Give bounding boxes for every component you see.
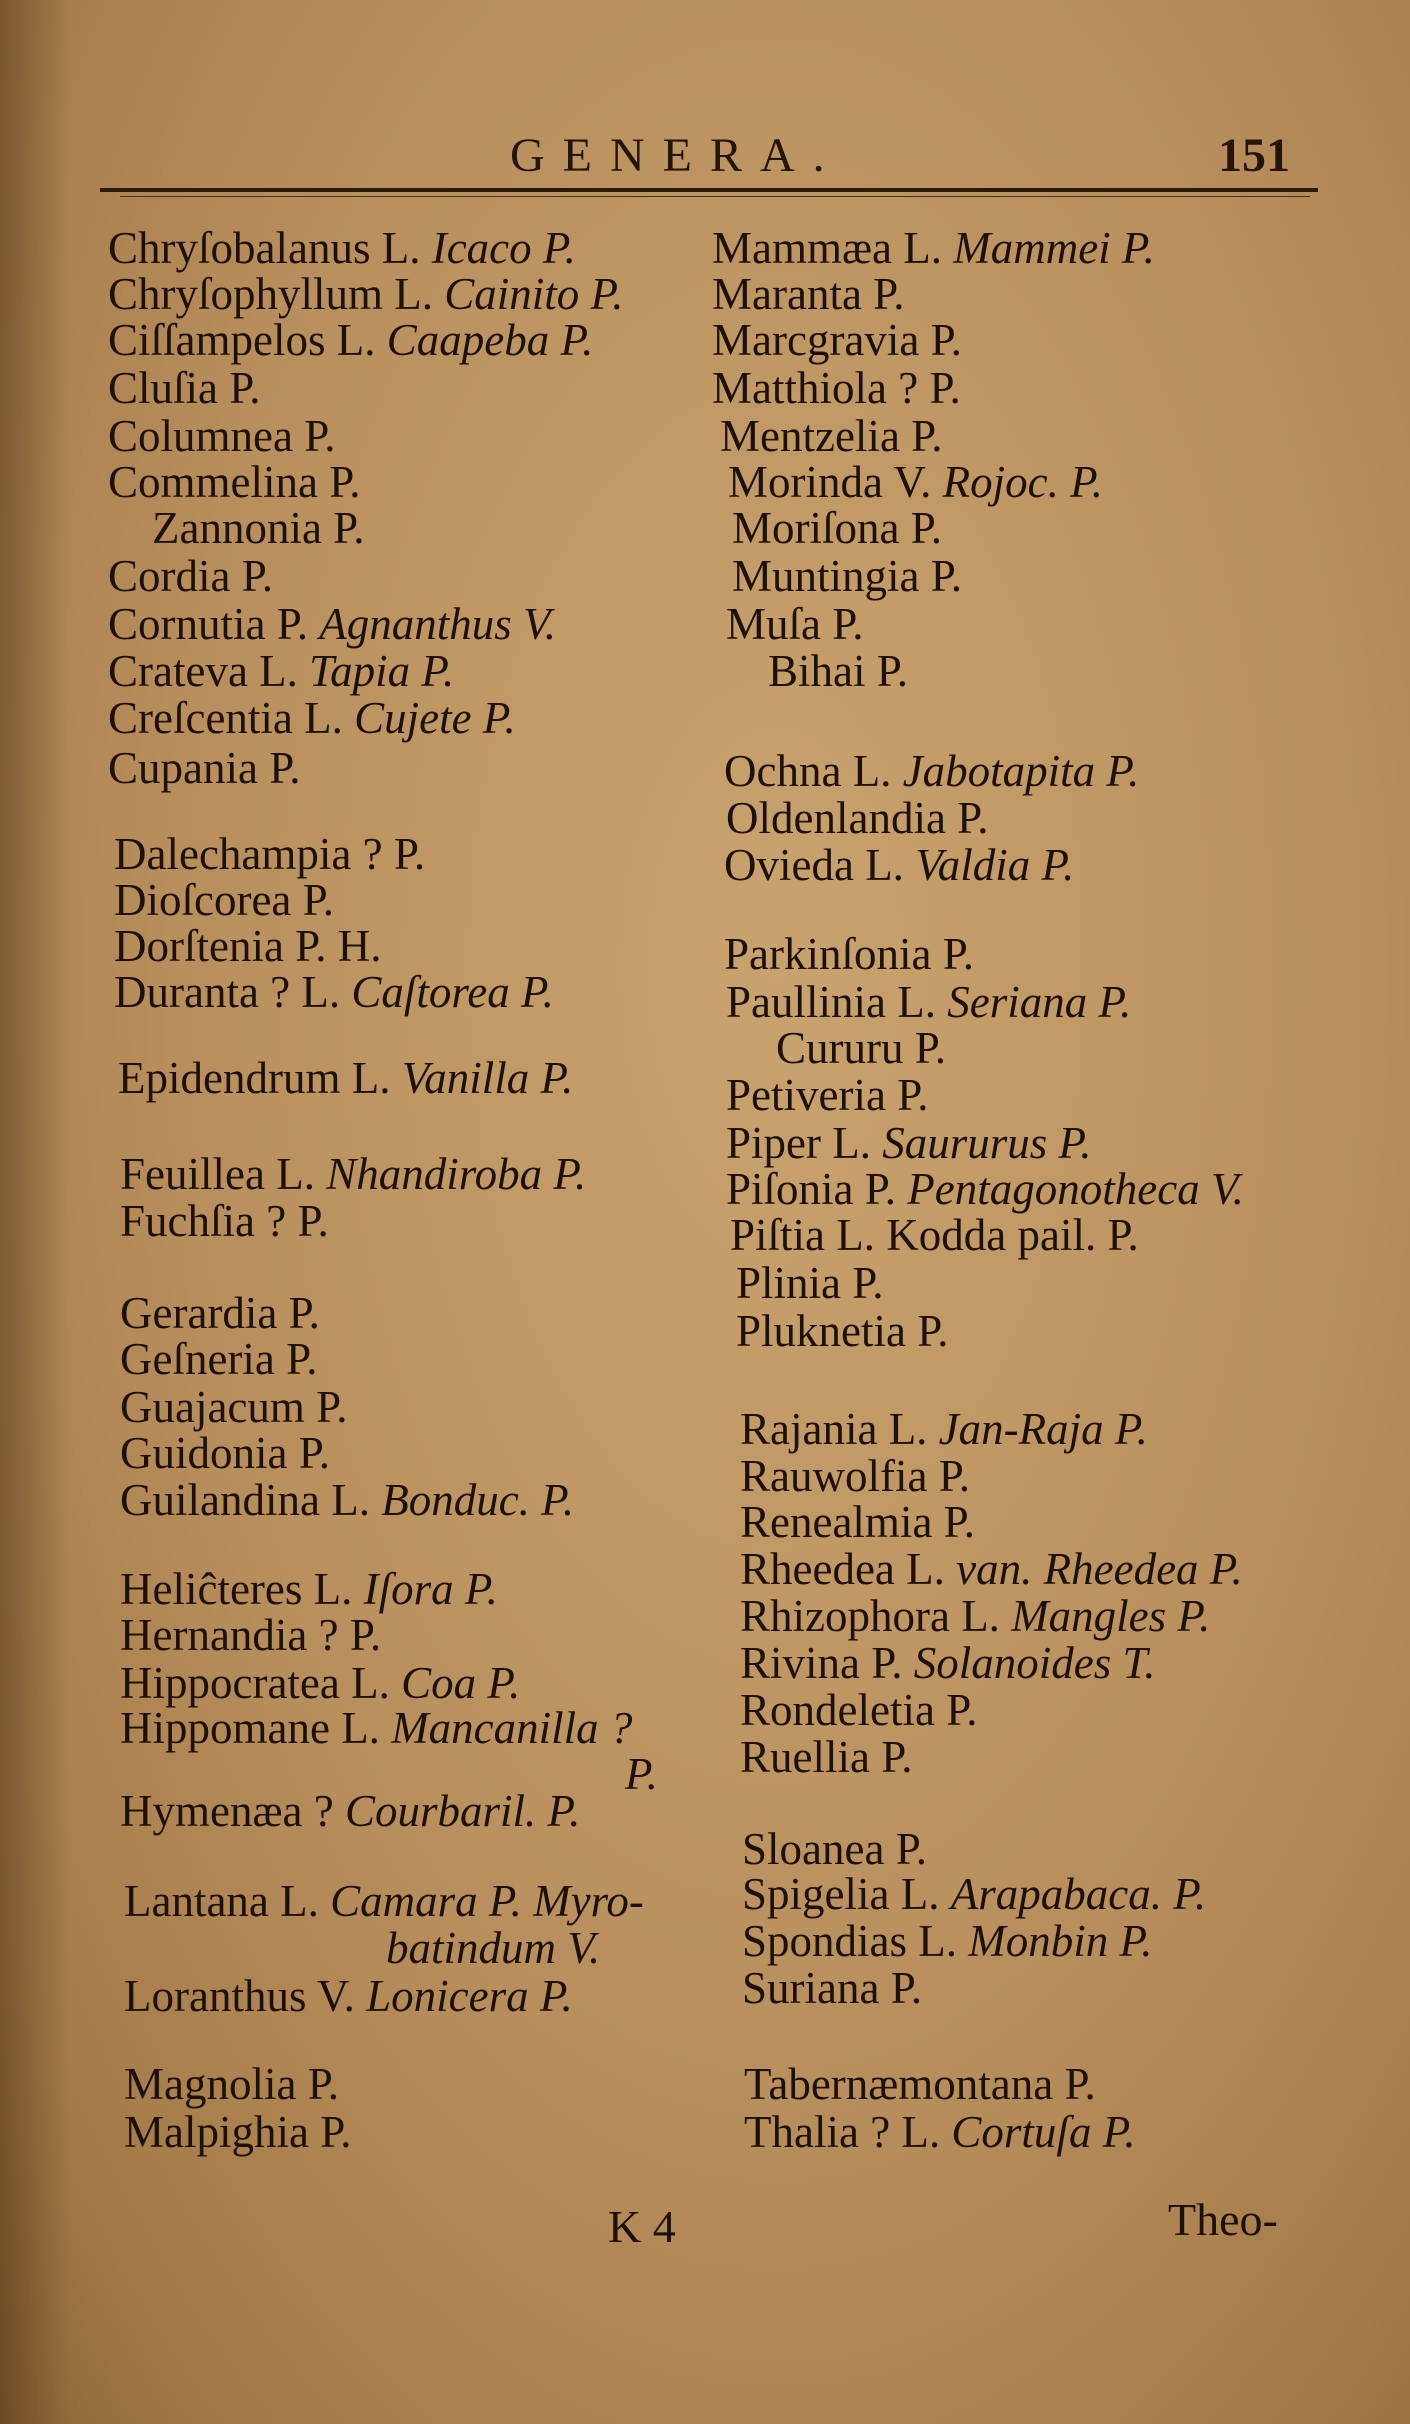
genus-name: Fuchſia ? P. — [120, 1196, 329, 1246]
genus-name: Mentzelia P. — [720, 411, 943, 461]
page-header — [0, 118, 1410, 198]
genus-name: Commelina P. — [108, 457, 361, 507]
genus-name: Piſonia P. — [726, 1164, 897, 1214]
genus-name: Ovieda L. — [724, 840, 904, 890]
right-column-entry — [728, 456, 1103, 508]
genus-name: Rajania L. — [740, 1404, 928, 1454]
genus-name: Geſneria P. — [120, 1334, 318, 1384]
synonym-name: Lonicera P. — [366, 1971, 573, 2021]
genus-name: Guidonia P. — [120, 1428, 331, 1478]
left-column-entry — [625, 1748, 658, 1800]
genus-name: Hymenæa ? — [120, 1786, 334, 1836]
synonym-name: Valdia P. — [915, 840, 1075, 890]
signature-mark: K 4 — [608, 2201, 676, 2252]
genus-name: Feuillea L. — [120, 1149, 315, 1199]
left-column-entry — [108, 268, 623, 320]
synonym-name: Caſtorea P. — [351, 967, 554, 1017]
synonym-name: Monbin P. — [968, 1916, 1153, 1966]
synonym-name: Vanilla P. — [401, 1053, 574, 1103]
genus-name: Creſcentia L. — [108, 693, 343, 743]
right-column-entry — [740, 1450, 970, 1502]
genus-name: Pluknetia P. — [736, 1306, 949, 1356]
genus-name: Renealmia P. — [740, 1497, 975, 1547]
synonym-name: Solanoides T. — [913, 1638, 1156, 1688]
genus-name: Zannonia P. — [152, 503, 365, 553]
right-column-entry — [742, 1868, 1206, 1920]
synonym-name: van. Rheedea P. — [956, 1544, 1243, 1594]
synonym-name: Mancanilla ? — [391, 1703, 633, 1753]
genus-name: Hippomane L. — [120, 1703, 380, 1753]
synonym-name: Jan-Raja P. — [938, 1404, 1148, 1454]
right-column-entry — [740, 1496, 975, 1548]
right-column-entry — [712, 314, 962, 366]
genus-name: Heliĉteres L. — [120, 1564, 353, 1614]
right-column-entry — [742, 1915, 1152, 1967]
synonym-name: Camara P. Myro- — [330, 1876, 644, 1926]
right-column-entry — [720, 410, 942, 462]
left-column-entry — [114, 966, 554, 1018]
genus-name: Dalechampia ? P. — [114, 829, 426, 879]
genus-name: Matthiola ? P. — [712, 363, 961, 413]
genus-name: Lantana L. — [124, 1876, 319, 1926]
left-column-entry — [120, 1563, 498, 1615]
genus-name: Thalia ? L. — [744, 2107, 941, 2157]
right-column-entry — [740, 1590, 1210, 1642]
left-column-entry — [108, 410, 336, 462]
synonym-name: Cainito P. — [444, 269, 624, 319]
synonym-name: Rojoc. P. — [942, 457, 1104, 507]
left-column-entry — [120, 1333, 317, 1385]
left-column-entry — [120, 1474, 574, 1526]
right-column-entry — [730, 1209, 1139, 1261]
synonym-name: Icaco P. — [431, 223, 576, 273]
genus-name: Muntingia P. — [732, 551, 963, 601]
genus-name: Magnolia P. — [124, 2059, 340, 2109]
left-column-entry — [108, 692, 516, 744]
left-column-entry — [120, 1427, 330, 1479]
left-column-entry — [152, 502, 364, 554]
genus-name: Cupania P. — [108, 743, 301, 793]
genus-name: Chryſobalanus L. — [108, 223, 421, 273]
genus-name: Piper L. — [726, 1118, 871, 1168]
genus-name: Piſtia L. Kodda pail. P. — [730, 1210, 1139, 1260]
right-column-entry — [726, 1117, 1091, 1169]
left-column-entry — [124, 2106, 352, 2158]
right-column-entry — [726, 976, 1131, 1028]
genus-name: Ruellia P. — [740, 1732, 913, 1782]
right-column-entry — [732, 502, 942, 554]
synonym-name: Mangles P. — [1011, 1591, 1211, 1641]
left-column-entry — [120, 1609, 381, 1661]
synonym-name: Saururus P. — [882, 1118, 1092, 1168]
left-column-entry — [120, 1148, 586, 1200]
right-column-entry — [726, 792, 988, 844]
genus-name: Spondias L. — [742, 1916, 958, 1966]
genus-name: Marcgravia P. — [712, 315, 962, 365]
synonym-name: Arapabaca. P. — [950, 1869, 1207, 1919]
synonym-name: Mammei P. — [953, 223, 1155, 273]
right-column-entry — [740, 1637, 1155, 1689]
left-column-entry — [114, 874, 334, 926]
left-column-entry — [124, 1970, 573, 2022]
genus-name: Hippocratea L. — [120, 1658, 390, 1708]
synonym-name: Seriana P. — [947, 977, 1132, 1027]
right-column-entry — [776, 1022, 946, 1074]
left-column-entry — [120, 1381, 347, 1433]
right-column-entry — [726, 598, 864, 650]
left-column-entry — [124, 1875, 644, 1927]
synonym-name: batindum V. — [386, 1923, 601, 1973]
left-column-entry — [114, 920, 381, 972]
page-number: 151 — [1218, 129, 1290, 182]
right-column-entry — [726, 1069, 928, 1121]
synonym-name: Coa P. — [401, 1658, 521, 1708]
left-column-entry — [120, 1702, 632, 1754]
genus-name: Morinda V. — [728, 457, 932, 507]
genus-name: Guilandina L. — [120, 1475, 370, 1525]
genus-name: Mammæa L. — [712, 223, 942, 273]
right-column-entry — [732, 550, 962, 602]
right-column-entry — [736, 1257, 884, 1309]
left-column-entry — [386, 1922, 600, 1974]
synonym-name: Pentagonotheca V. — [907, 1164, 1244, 1214]
synonym-name: Cortuſa P. — [951, 2107, 1136, 2157]
right-column-entry — [726, 1163, 1244, 1215]
genus-name: Ciſſampelos L. — [108, 315, 376, 365]
genus-name: Cordia P. — [108, 551, 274, 601]
right-column-entry — [736, 1305, 949, 1357]
genus-name: Paullinia L. — [726, 977, 936, 1027]
genus-name: Hernandia ? P. — [120, 1610, 382, 1660]
genus-name: Chryſophyllum L. — [108, 269, 433, 319]
synonym-name: Iſora P. — [363, 1564, 498, 1614]
genus-name: Suriana P. — [742, 1963, 922, 2013]
synonym-name: Agnanthus V. — [319, 599, 556, 649]
left-column-entry — [108, 222, 576, 274]
genus-name: Petiveria P. — [726, 1070, 929, 1120]
left-column-entry — [108, 742, 301, 794]
left-column-entry — [120, 1195, 329, 1247]
genus-name: Rivina P. — [740, 1638, 903, 1688]
synonym-name: Courbaril. P. — [344, 1786, 581, 1836]
genus-name: Sloanea P. — [742, 1824, 927, 1874]
genus-name: Dioſcorea P. — [114, 875, 334, 925]
genus-name: Loranthus V. — [124, 1971, 355, 2021]
right-column-entry — [768, 645, 908, 697]
genus-name: Oldenlandia P. — [726, 793, 989, 843]
right-column-entry — [724, 839, 1074, 891]
genus-name: Gerardia P. — [120, 1288, 320, 1338]
genus-name: Moriſona P. — [732, 503, 943, 553]
right-column-entry — [712, 268, 904, 320]
right-column-entry — [740, 1543, 1243, 1595]
right-column-entry — [712, 222, 1155, 274]
genus-name: Malpighia P. — [124, 2107, 352, 2157]
header-rule — [100, 188, 1318, 192]
left-column-entry — [108, 550, 273, 602]
left-column-entry — [120, 1287, 320, 1339]
left-column-entry — [108, 645, 454, 697]
left-column-entry — [118, 1052, 573, 1104]
right-column-entry — [744, 2106, 1136, 2158]
synonym-name: Bonduc. P. — [381, 1475, 575, 1525]
left-column-entry — [124, 2058, 339, 2110]
genus-name: Cornutia P. — [108, 599, 309, 649]
right-column-entry — [740, 1403, 1148, 1455]
left-column-entry — [108, 362, 261, 414]
left-column-entry — [120, 1785, 580, 1837]
genus-name: Cururu P. — [776, 1023, 947, 1073]
genus-name: Parkinſonia P. — [724, 929, 975, 979]
genus-name: Ochna L. — [724, 746, 892, 796]
genus-name: Dorſtenia P. H. — [114, 921, 382, 971]
header-rule-thin — [120, 196, 1310, 197]
genus-name: Muſa P. — [726, 599, 864, 649]
genus-name: Cluſia P. — [108, 363, 261, 413]
genus-name: Plinia P. — [736, 1258, 884, 1308]
genus-name: Duranta ? L. — [114, 967, 341, 1017]
synonym-name: Jabotapita P. — [902, 746, 1140, 796]
synonym-name: Tapia P. — [309, 646, 455, 696]
right-column-entry — [724, 745, 1139, 797]
genus-name: Spigelia L. — [742, 1869, 940, 1919]
genus-name: Rauwolfia P. — [740, 1451, 970, 1501]
genus-name: Rhizophora L. — [740, 1591, 1000, 1641]
left-column-entry — [108, 314, 593, 366]
synonym-name: Caapeba P. — [386, 315, 594, 365]
right-column-entry — [740, 1731, 913, 1783]
left-column-entry — [114, 828, 425, 880]
left-column-entry — [108, 456, 361, 508]
right-column-entry — [742, 1962, 922, 2014]
left-column-entry — [108, 598, 556, 650]
genus-name: Crateva L. — [108, 646, 298, 696]
right-column-entry — [724, 928, 974, 980]
genus-name: Epidendrum L. — [118, 1053, 391, 1103]
synonym-name: Cujete P. — [354, 693, 516, 743]
genus-name: Bihai P. — [768, 646, 909, 696]
synonym-name: Nhandiroba P. — [326, 1149, 587, 1199]
genus-name: Maranta P. — [712, 269, 905, 319]
genus-name: Columnea P. — [108, 411, 336, 461]
genus-name: Rondeletia P. — [740, 1685, 978, 1735]
right-column-entry — [744, 2058, 1096, 2110]
genus-name: Tabernæmontana P. — [744, 2059, 1096, 2109]
genus-name: Guajacum P. — [120, 1382, 348, 1432]
catchword: Theo- — [1168, 2194, 1278, 2245]
synonym-name: P. — [625, 1749, 658, 1799]
right-column-entry — [740, 1684, 977, 1736]
running-head: GENERA. — [510, 129, 843, 182]
genus-name: Rheedea L. — [740, 1544, 945, 1594]
right-column-entry — [712, 362, 961, 414]
